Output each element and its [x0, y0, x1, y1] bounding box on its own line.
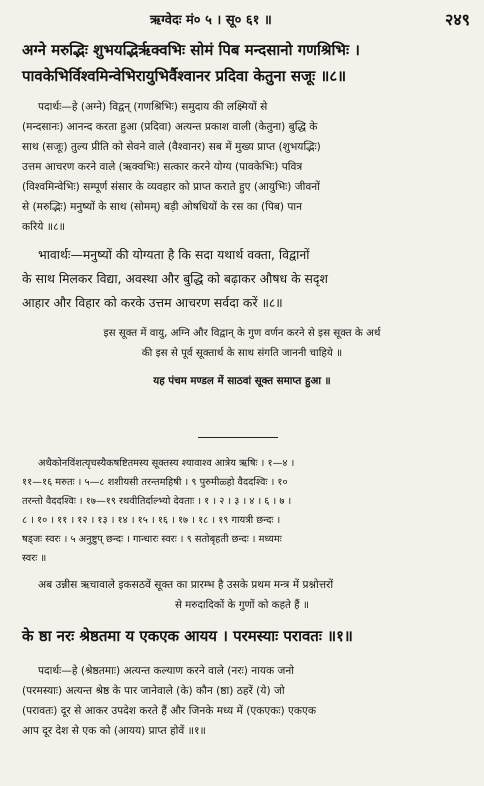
intro-line: अब उन्नीस ऋचावाले इकसठवें सूक्त का प्रारम्भ है उसके प्रथम मन्त्र में प्रश्नोत्तरों — [38, 579, 334, 591]
anukramani-line: ८ । १० । ११ । १२ । १३ । १४ । १५ । १६ । १७ । १८ । १९ गायत्री छन्दः । — [22, 515, 281, 526]
anukramani-line: ११—१६ मरुतः । ५—८ शशीयसी तरन्तमहिषी । ९ पुरुमीळ्हो वैददश्विः । १० — [22, 477, 288, 488]
bhavartha-line: भावार्थः—मनुष्यों की योग्यता है कि सदा यथार्थ वक्ता, विद्वानों — [38, 247, 310, 262]
mantra-line: पावकेभिर्विश्वमिन्वेभिरायुभिर्वैश्वानर प्रदिवा केतुना सजूः ॥८॥ — [22, 67, 347, 85]
header-title: ऋग्वेदः मं० ५ । सू० ६१ ॥ — [150, 13, 272, 28]
running-header — [0, 8, 484, 32]
padartha-line: (परमस्याः) अत्यन्त श्रेष्ठ के पार जानेवाले (के) कौन (ष्ठा) ठहरें (ये) जो — [22, 685, 285, 697]
sukta-closing: यह पंचम मण्डल में साठवां सूक्त समाप्त हुआ ॥ — [153, 375, 331, 387]
padartha-line: (विश्वमिन्वेभिः) सम्पूर्ण संसार के व्यवहार को प्राप्त कराते हुए (आयुभिः) जीवनों — [22, 181, 320, 193]
anukramani-line: स्वरः ॥ — [22, 553, 47, 564]
page-number: २४९ — [445, 10, 470, 29]
summary-line: की इस से पूर्व सूक्तार्थ के साथ संगति जाननी चाहिये ॥ — [141, 347, 343, 359]
padartha-line: आप दूर देश से एक को (आयय) प्राप्त होवें ॥१॥ — [22, 725, 206, 737]
bhavartha-line: आहार और विहार को करके उत्तम आचरण सर्वदा करें ॥८॥ — [22, 295, 283, 310]
section-divider — [198, 437, 278, 438]
anukramani-line: तरन्तो वैददश्विः । १७—१९ रथवीतिर्दाल्भ्यो देवताः । १ । २ । ३ । ४ । ६ । ७ । — [22, 496, 292, 507]
padartha-line: (परावतः) दूर से आकर उपदेश करते हैं और जिनके मध्य में (एकएकः) एकएक — [22, 705, 317, 717]
mantra-line: के ष्ठा नरः श्रेष्ठतमा य एकएक आयय । परमस्याः परावतः ॥१॥ — [22, 627, 353, 645]
anukramani-line: षड्जः स्वरः । ५ अनुष्टुप् छन्दः । गान्धारः स्वरः । ९ सतोबृहती छन्दः । मध्यमः — [22, 534, 282, 545]
padartha-line: करिये ॥८॥ — [22, 221, 65, 233]
intro-line: से मरुदादिकों के गुणों को कहते हैं ॥ — [174, 599, 310, 611]
padartha-line: साथ (सजूः) तुल्य प्रीति को सेवने वाले (वैश्वानर) सब में मुख्य प्राप्त (शुभयद्भिः) — [22, 141, 321, 153]
padartha-line: पदार्थः—हे (श्रेष्ठतमाः) अत्यन्त कल्याण करने वाले (नरः) नायक जनो — [38, 665, 295, 677]
summary-line: इस सूक्त में वायु, अग्नि और विद्वान् के गुण वर्णन करने से इस सूक्त के अर्थ — [103, 327, 381, 339]
bhavartha-line: के साथ मिलकर विद्या, अवस्था और बुद्धि को बढ़ाकर औषध के सदृश — [22, 271, 328, 286]
mantra-line: अग्ने मरुद्भिः शुभयद्भिर्ऋक्वभिः सोमं पिब मन्दसानो गणश्रिभिः । — [22, 41, 360, 59]
padartha-line: पदार्थः—हे (अग्ने) विद्वन् (गणश्रिभिः) समुदाय की लक्ष्मियों से — [38, 101, 268, 113]
padartha-line: उत्तम आचरण करने वाले (ऋक्वभिः) सत्कार करने योग्य (पावकेभिः) पवित्र — [22, 161, 303, 173]
padartha-line: से (मरुद्भिः) मनुष्यों के साथ (सोमम्) बड़ी ओषधियों के रस का (पिब) पान — [22, 201, 303, 213]
anukramani-line: अथैकोनविंशत्यृचस्यैकषष्टितमस्य सूक्तस्य श्यावाश्व आत्रेय ऋषिः । १—४ । — [38, 458, 295, 469]
padartha-line: (मन्दसानः) आनन्द करता हुआ (प्रदिवा) अत्यन्त प्रकाश वाली (केतुना) बुद्धि के — [22, 121, 318, 133]
